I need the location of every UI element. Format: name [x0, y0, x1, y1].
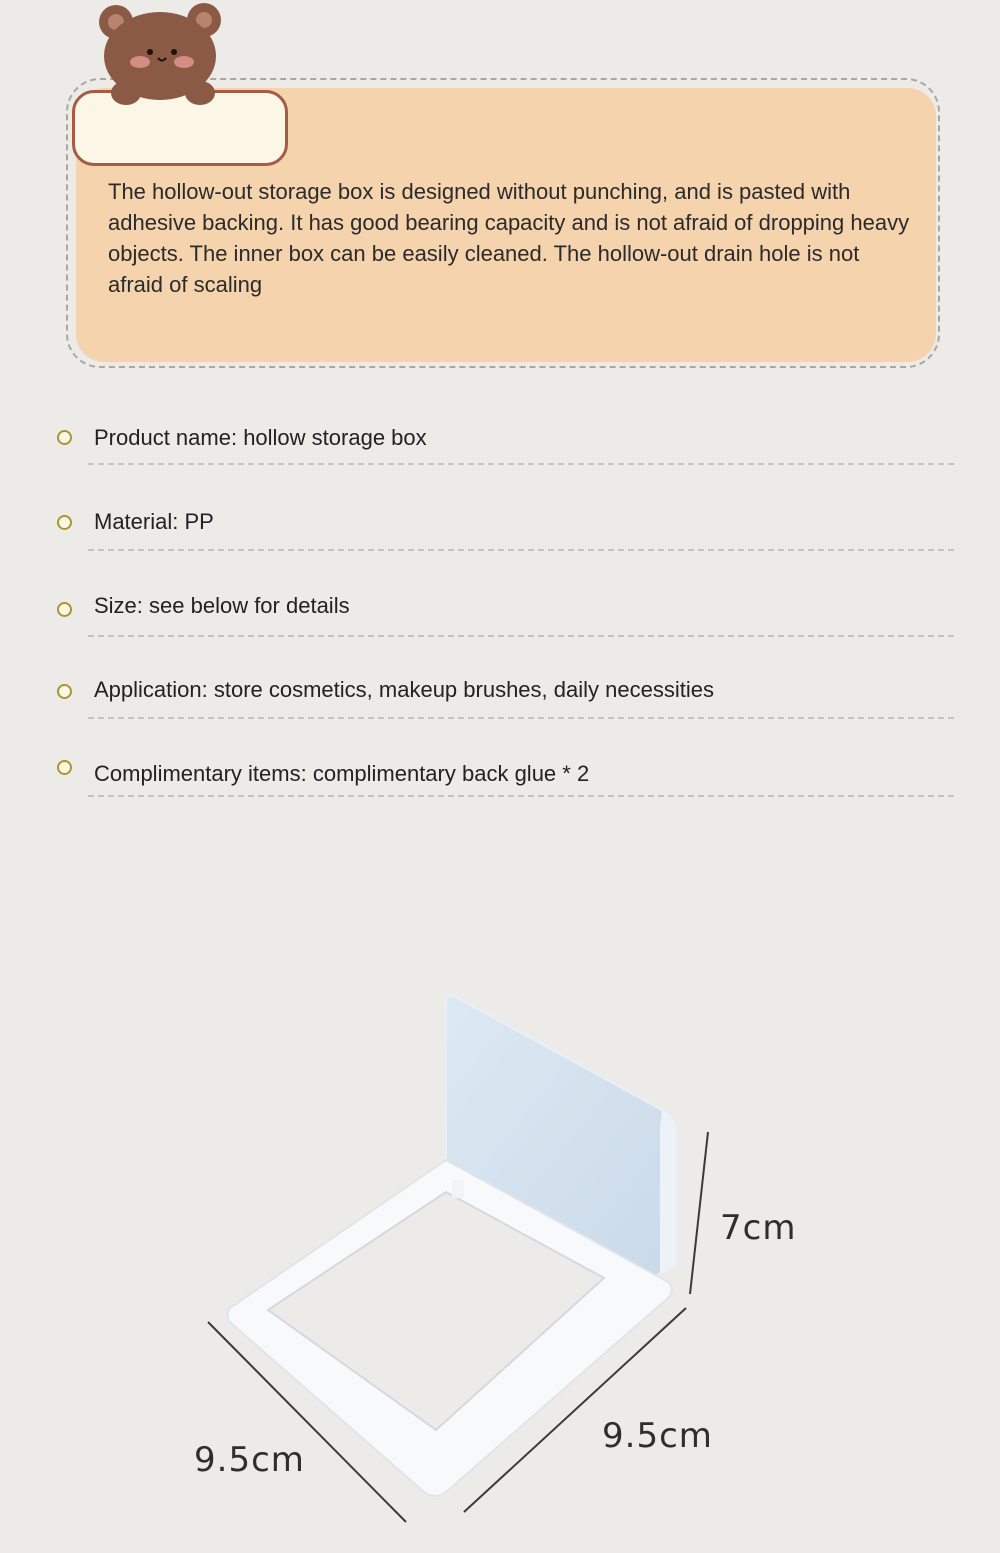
circle-bullet-icon: [57, 602, 72, 617]
size-diagram: [0, 960, 1000, 1548]
circle-bullet-icon: [57, 760, 72, 775]
divider: [88, 717, 954, 719]
divider: [88, 635, 954, 637]
bear-icon: [96, 0, 228, 106]
spec-label: Complimentary items: complimentary back glue * 2: [94, 761, 590, 786]
spec-item-application: [0, 672, 1000, 732]
storage-box-illustration: [0, 960, 1000, 1548]
spec-item-product-name: [0, 420, 1000, 480]
divider: [88, 463, 954, 465]
divider: [88, 549, 954, 551]
height-dimension-label: 7cm: [720, 1208, 797, 1248]
spec-item-material: [0, 504, 1000, 564]
circle-bullet-icon: [57, 684, 72, 699]
spec-item-complimentary: [0, 756, 1000, 816]
spec-label: Material: PP: [94, 509, 214, 534]
spec-label: Size: see below for details: [94, 593, 350, 618]
divider: [88, 795, 954, 797]
circle-bullet-icon: [57, 515, 72, 530]
depth-dimension-label: 9.5cm: [602, 1416, 713, 1456]
intro-description: The hollow-out storage box is designed without punching, and is pasted with adhesive backing. It has good bearing capacity and is not afraid of dropping heavy objects. The inner box can be easily cleaned. The hollow-out drain hole is not afraid of scaling: [108, 179, 910, 297]
spec-label: Application: store cosmetics, makeup brushes, daily necessities: [94, 677, 714, 702]
spec-label: Product name: hollow storage box: [94, 425, 427, 450]
spec-item-size: [0, 588, 1000, 648]
height-dimension-line: [690, 1132, 708, 1294]
circle-bullet-icon: [57, 430, 72, 445]
width-dimension-label: 9.5cm: [194, 1440, 305, 1480]
